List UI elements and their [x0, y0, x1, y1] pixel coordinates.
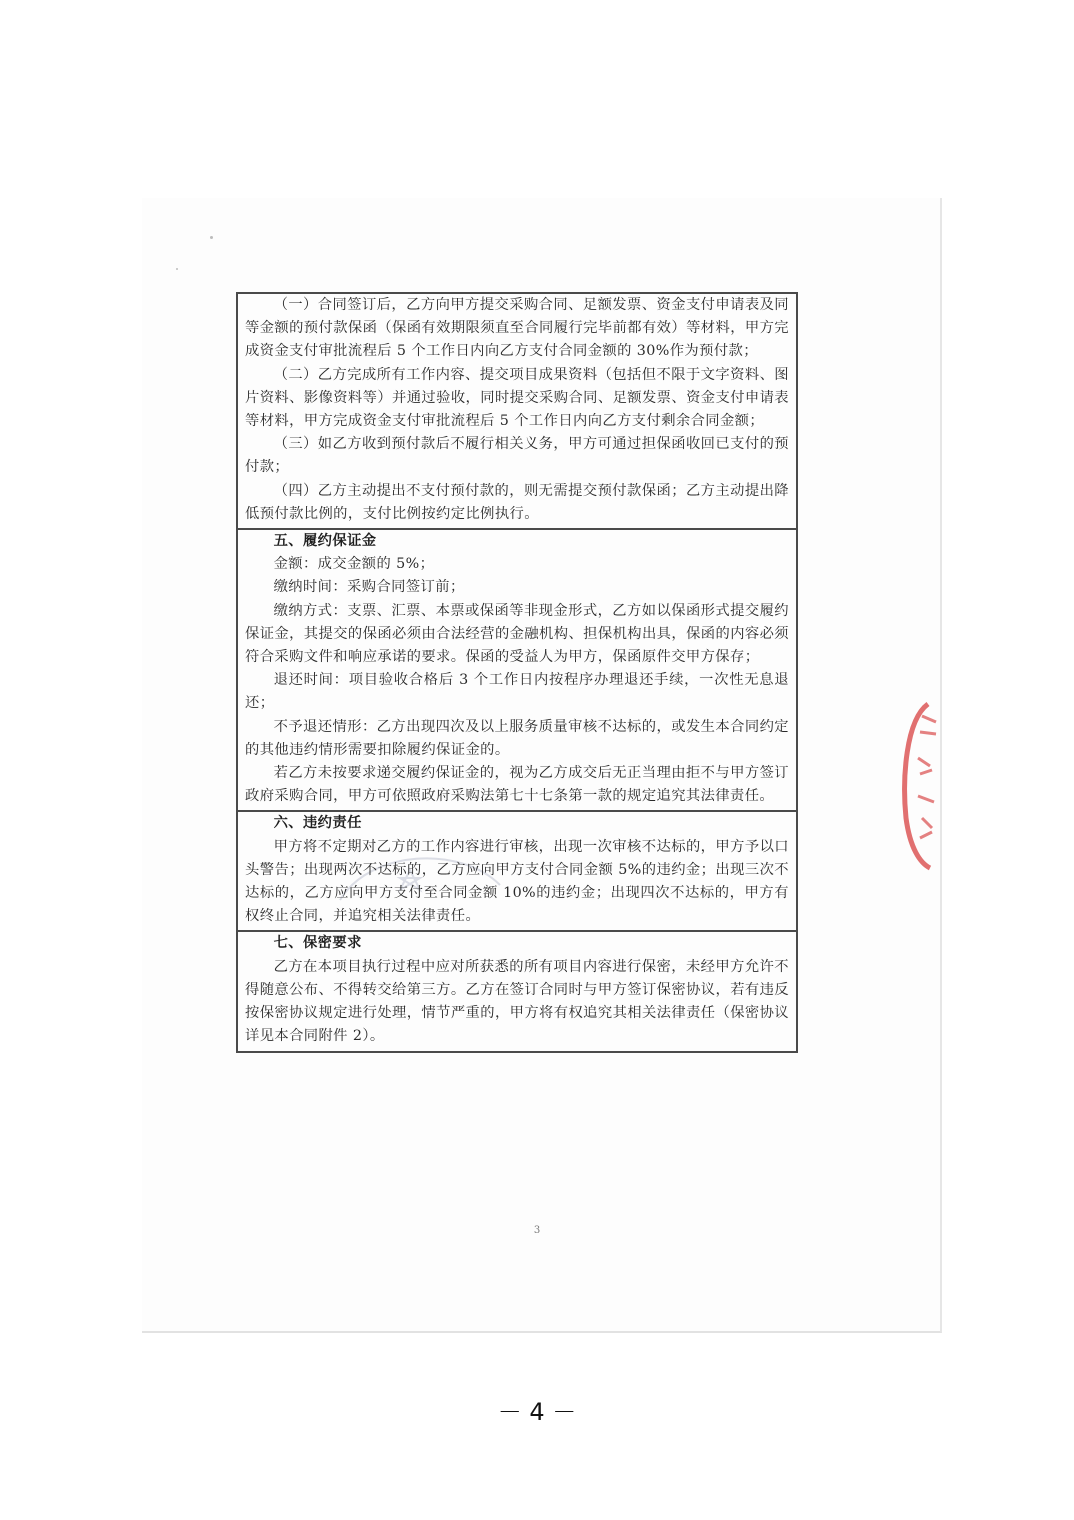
payment-clause-1: （一）合同签订后，乙方向甲方提交采购合同、足额发票、资金支付申请表及同等金额的预付款保函（保函有效期限须直至合同履行完毕前都有效）等材料，甲方完成资金支付审批流程后 5 个工作日内向乙方支付合同金额的 30%作为预付款；	[245, 297, 789, 360]
performance-bond-section	[238, 528, 796, 810]
bond-legal-liability: 若乙方未按要求递交履约保证金的，视为乙方成交后无正当理由拒不与甲方签订政府采购合同，甲方可依照政府采购法第七十七条第一款的规定追究其法律责任。	[245, 765, 789, 805]
confidentiality-clause: 乙方在本项目执行过程中应对所获悉的所有项目内容进行保密，未经甲方允许不得随意公布、不得转交给第三方。乙方在签订合同时与甲方签订保密协议，若有违反按保密协议规定进行处理，情节严重的，甲方将有权追究其相关法律责任（保密协议详见本合同附件 2）。	[245, 958, 789, 1045]
contract-terms-table	[236, 292, 798, 1053]
scan-speck	[210, 236, 213, 239]
breach-clause: 甲方将不定期对乙方的工作内容进行审核，出现一次审核不达标的，甲方予以口头警告；出现两次不达标的，乙方应向甲方支付合同金额 5%的违约金；出现三次不达标的，乙方应向甲方支付至合同金额 10%的违约金；出现四次不达标的，甲方有权终止合同，并追究相关法律责任。	[245, 838, 789, 925]
bond-payment-time: 缴纳时间：采购合同签订前；	[273, 579, 465, 596]
section-title: 六、违约责任	[273, 815, 362, 832]
bond-refund-time: 退还时间：项目验收合格后 3 个工作日内按程序办理退还手续，一次性无息退还；	[245, 672, 789, 712]
payment-clause-3: （三）如乙方收到预付款后不履行相关义务，甲方可通过担保函收回已支付的预付款；	[245, 436, 789, 476]
bond-amount: 金额：成交金额的 5%；	[273, 556, 435, 573]
payment-terms-section	[238, 294, 796, 528]
scan-speck	[176, 268, 178, 270]
payment-clause-4: （四）乙方主动提出不支付预付款的，则无需提交预付款保函；乙方主动提出降低预付款比例的，支付比例按约定比例执行。	[245, 482, 789, 522]
scanned-page-number: 3	[533, 1225, 541, 1236]
breach-liability-section	[238, 810, 796, 930]
bond-non-refund-cases: 不予退还情形：乙方出现四次及以上服务质量审核不达标的，或发生本合同约定的其他违约情形需要扣除履约保证金的。	[245, 718, 789, 758]
section-title: 五、履约保证金	[273, 533, 377, 550]
red-seal-stamp	[898, 698, 948, 873]
section-title: 七、保密要求	[273, 935, 362, 952]
page-number: － 4 －	[497, 1398, 577, 1426]
confidentiality-section	[238, 930, 796, 1050]
payment-clause-2: （二）乙方完成所有工作内容、提交项目成果资料（包括但不限于文字资料、图片资料、影像资料等）并通过验收，同时提交采购合同、足额发票、资金支付申请表等材料，甲方完成资金支付审批流程后 5 个工作日内向乙方支付剩余合同金额；	[245, 366, 789, 430]
bond-payment-method: 缴纳方式：支票、汇票、本票或保函等非现金形式，乙方如以保函形式提交履约保证金，其提交的保函必须由合法经营的金融机构、担保机构出具，保函的内容必须符合采购文件和响应承诺的要求。保函的受益人为甲方，保函原件交甲方保存；	[245, 602, 789, 666]
